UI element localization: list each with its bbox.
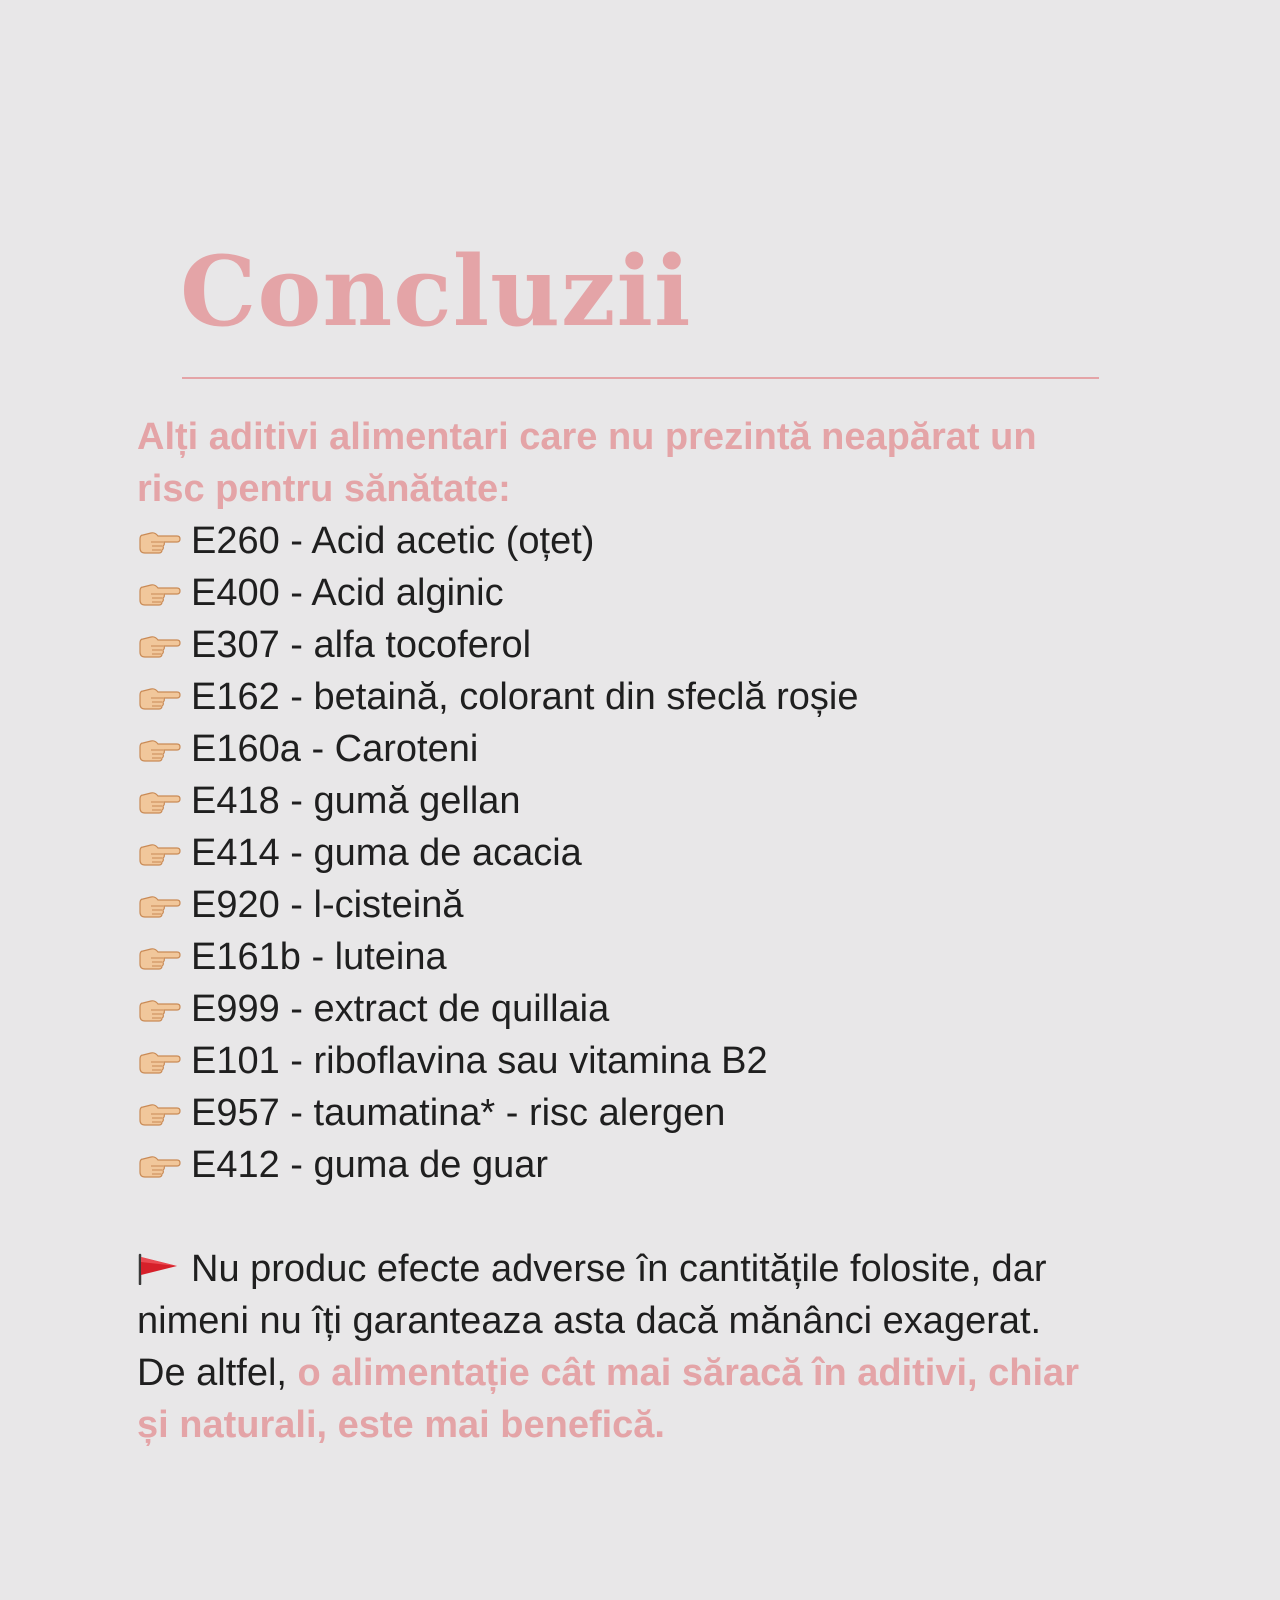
pointing-hand-icon <box>137 1046 181 1076</box>
pointing-hand-icon <box>137 630 181 660</box>
list-item-text: E412 - guma de guar <box>191 1144 549 1186</box>
list-item <box>137 879 1097 931</box>
list-item <box>137 1035 1097 1087</box>
list-item-text: E101 - riboflavina sau vitamina B2 <box>191 1040 768 1082</box>
pointing-hand-icon <box>137 1150 181 1180</box>
pointing-hand-icon <box>137 942 181 972</box>
list-item <box>137 515 1097 567</box>
list-item <box>137 1087 1097 1139</box>
list-item <box>137 723 1097 775</box>
note-paragraph <box>137 1243 1097 1451</box>
list-item <box>137 983 1097 1035</box>
list-item-text: E414 - guma de acacia <box>191 832 582 874</box>
title-divider <box>182 377 1099 379</box>
spacer <box>137 1191 1097 1243</box>
intro-text: Alți aditivi alimentari care nu prezintă neapărat un risc pentru sănătate: <box>137 416 1037 510</box>
note-highlight: o alimentație cât mai săracă în aditivi, chiar și naturali, este mai benefică. <box>137 1352 1079 1446</box>
list-item <box>137 1139 1097 1191</box>
red-flag-icon <box>137 1253 181 1285</box>
pointing-hand-icon <box>137 890 181 920</box>
list-item-text: E400 - Acid alginic <box>191 572 504 614</box>
list-item <box>137 619 1097 671</box>
list-item-text: E260 - Acid acetic (oțet) <box>191 520 595 562</box>
additive-list <box>137 515 1097 1191</box>
list-item-text: E307 - alfa tocoferol <box>191 624 532 666</box>
list-item <box>137 567 1097 619</box>
pointing-hand-icon <box>137 734 181 764</box>
pointing-hand-icon <box>137 786 181 816</box>
pointing-hand-icon <box>137 682 181 712</box>
list-item-text: E920 - l-cisteină <box>191 884 464 926</box>
content <box>137 411 1097 1451</box>
pointing-hand-icon <box>137 578 181 608</box>
note-text: Nu produc efecte adverse în cantitățile folosite, dar nimeni nu îți garanteaza asta dacă mănânci exagerat. De altfel, <box>137 1248 1047 1394</box>
pointing-hand-icon <box>137 838 181 868</box>
pointing-hand-icon <box>137 526 181 556</box>
list-item-text: E162 - betaină, colorant din sfeclă roșie <box>191 676 859 718</box>
list-item-text: E161b - luteina <box>191 936 447 978</box>
list-item-text: E957 - taumatina* - risc alergen <box>191 1092 726 1134</box>
pointing-hand-icon <box>137 1098 181 1128</box>
list-item-text: E999 - extract de quillaia <box>191 988 610 1030</box>
page-title: Concluzii <box>180 235 692 348</box>
list-item <box>137 827 1097 879</box>
pointing-hand-icon <box>137 994 181 1024</box>
list-item <box>137 671 1097 723</box>
list-item <box>137 931 1097 983</box>
list-item-text: E160a - Caroteni <box>191 728 479 770</box>
list-item-text: E418 - gumă gellan <box>191 780 521 822</box>
list-item <box>137 775 1097 827</box>
